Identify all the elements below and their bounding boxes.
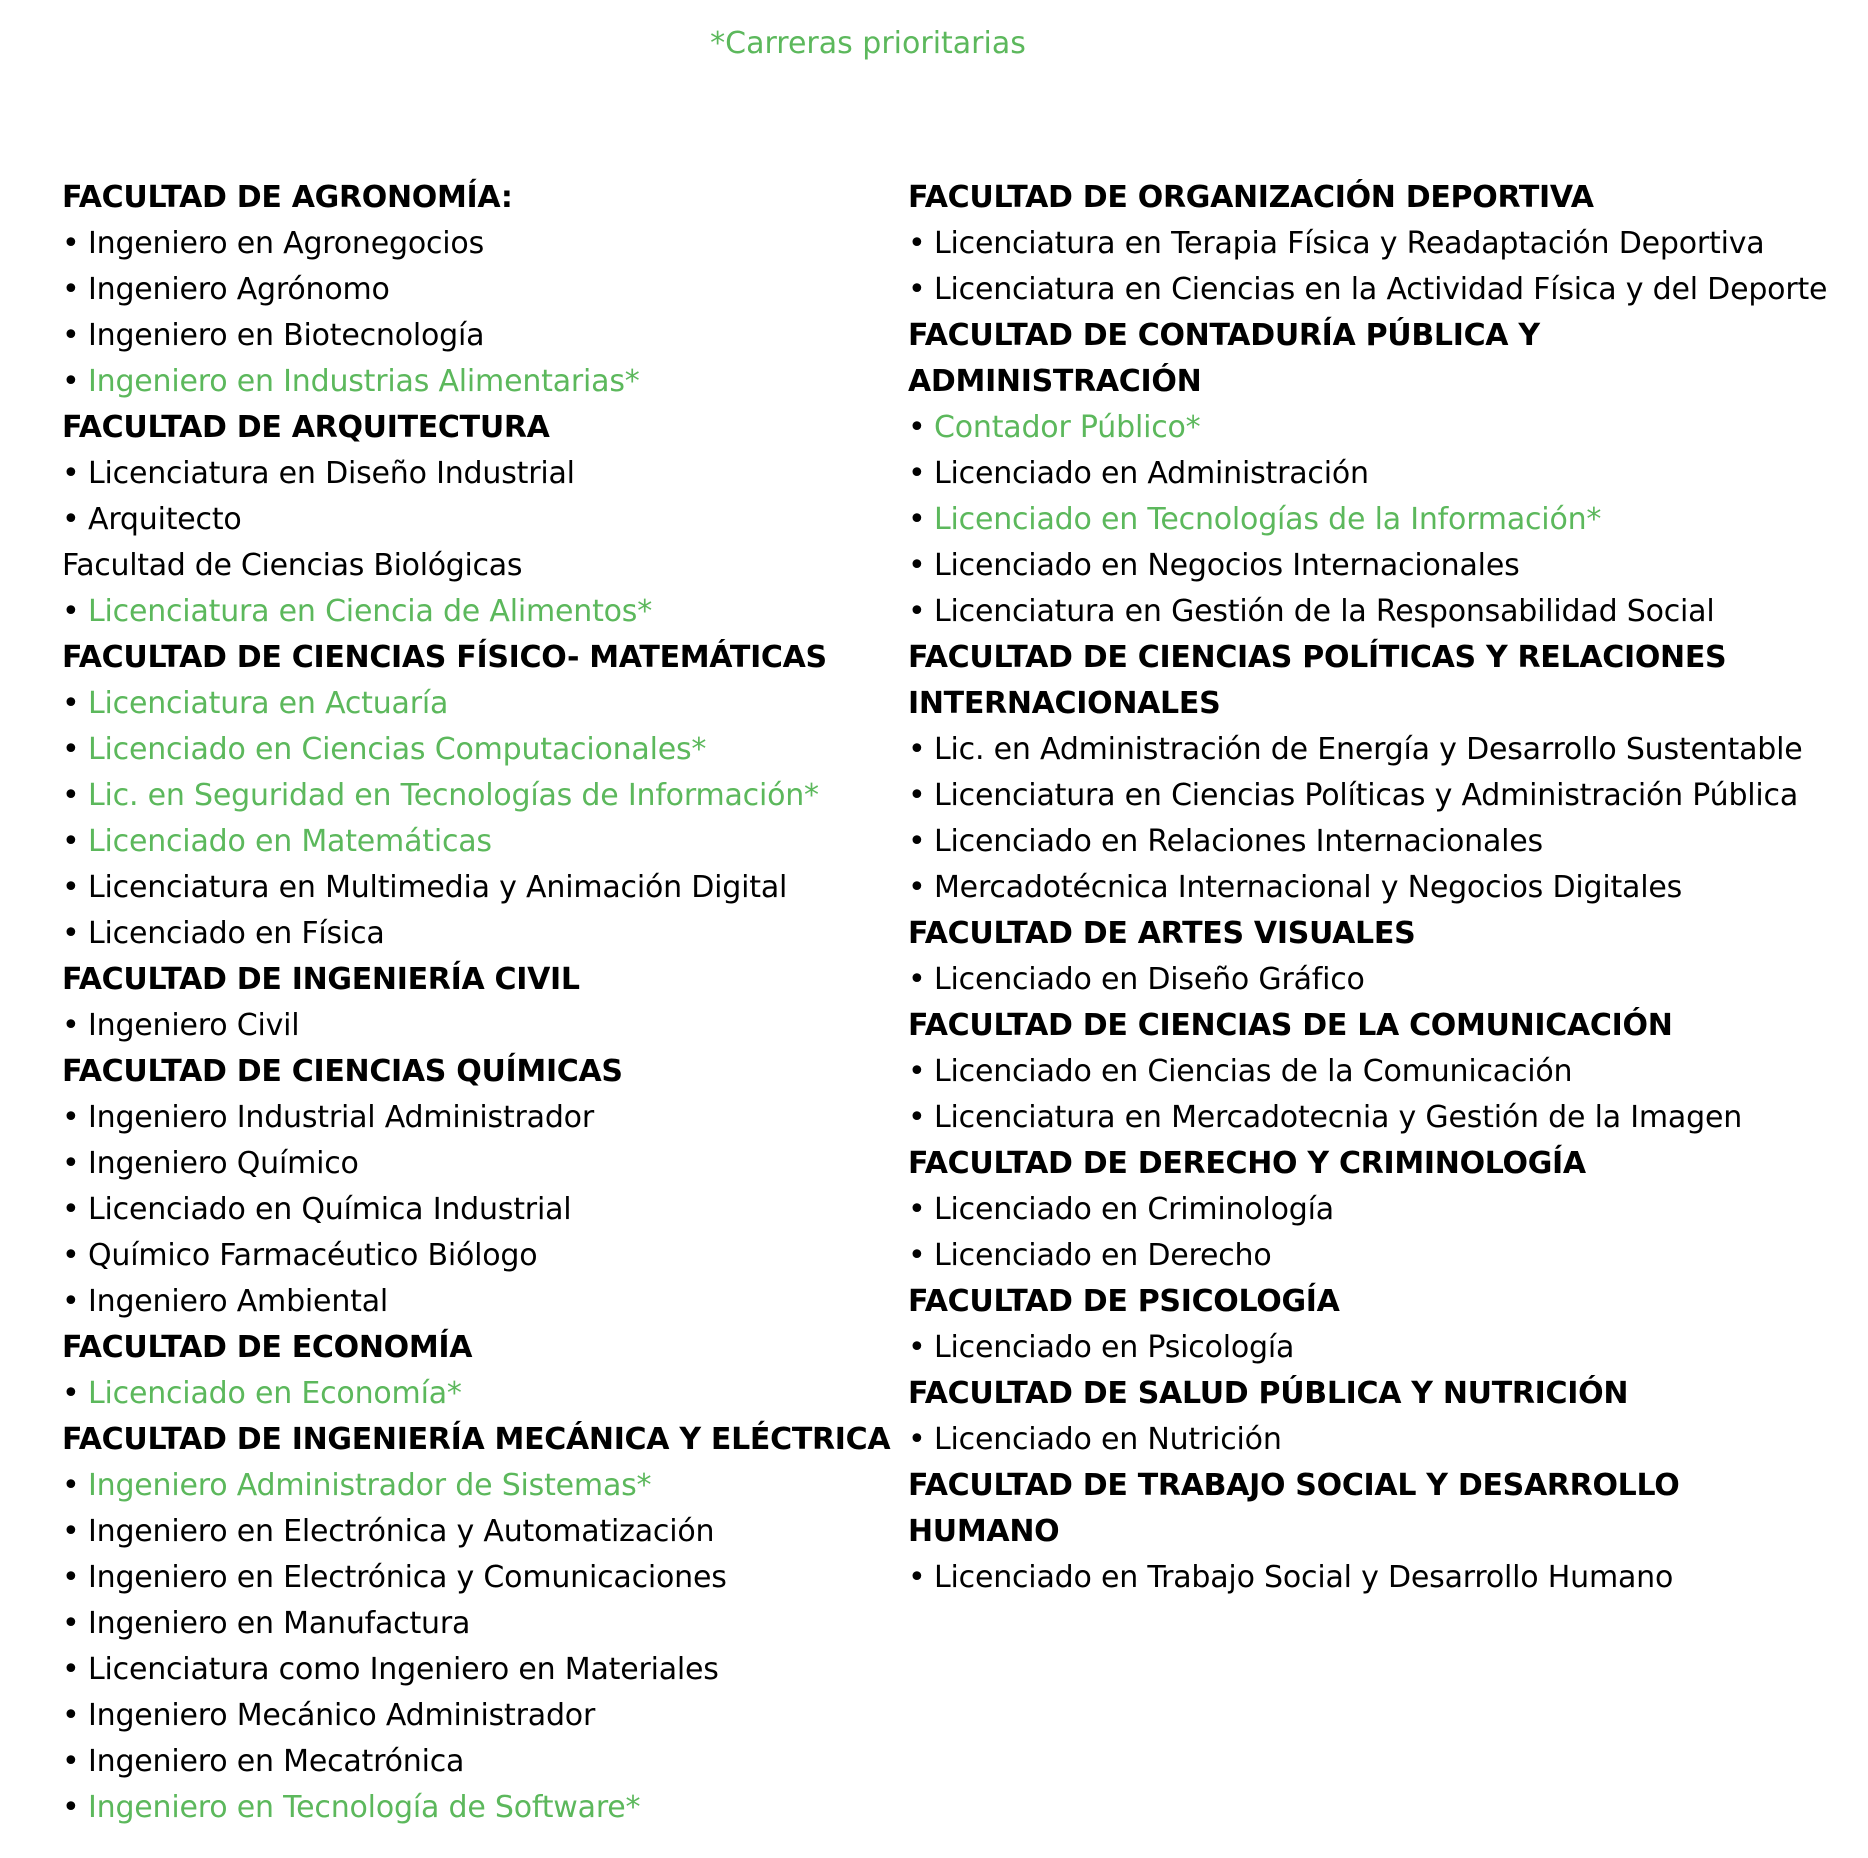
career-item: [908, 1049, 1838, 1095]
priority-career-item: [62, 589, 902, 635]
career-name: Licenciado en Negocios Internacionales: [934, 548, 1520, 583]
career-list: [908, 221, 1838, 313]
career-list: [62, 1095, 902, 1325]
faculty-heading: FACULTAD DE CONTADURÍA PÚBLICA Y ADMINISTRACIÓN: [908, 318, 1540, 399]
career-item: [62, 865, 902, 911]
career-list: [908, 957, 1838, 1003]
bullet-icon: •: [62, 1698, 80, 1733]
bullet-icon: •: [62, 1790, 80, 1825]
career-list: [62, 1371, 902, 1417]
priority-career-item: [908, 405, 1838, 451]
career-name: Licenciatura en Terapia Física y Readaptación Deportiva: [934, 226, 1765, 261]
career-name: Licenciado en Física: [88, 916, 385, 951]
career-name: Licenciado en Diseño Gráfico: [934, 962, 1365, 997]
faculty-section: [62, 1417, 902, 1831]
bullet-icon: •: [62, 1284, 80, 1319]
faculty-heading: FACULTAD DE SALUD PÚBLICA Y NUTRICIÓN: [908, 1376, 1629, 1411]
career-item: [62, 1233, 902, 1279]
career-name: Licenciatura en Ciencia de Alimentos*: [88, 594, 653, 629]
priority-career-item: [62, 1371, 902, 1417]
bullet-icon: •: [62, 1238, 80, 1273]
bullet-icon: •: [62, 456, 80, 491]
bullet-icon: •: [62, 1652, 80, 1687]
bullet-icon: •: [62, 1514, 80, 1549]
faculty-section: [908, 1141, 1838, 1279]
bullet-icon: •: [62, 318, 80, 353]
priority-career-item: [62, 359, 902, 405]
career-item: [908, 727, 1838, 773]
bullet-icon: •: [62, 686, 80, 721]
career-list: [62, 589, 902, 635]
career-name: Lic. en Seguridad en Tecnologías de Información*: [88, 778, 819, 813]
career-name: Licenciado en Matemáticas: [88, 824, 492, 859]
career-item: [62, 451, 902, 497]
career-name: Licenciado en Derecho: [934, 1238, 1272, 1273]
career-name: Licenciatura en Diseño Industrial: [88, 456, 575, 491]
career-name: Químico Farmacéutico Biólogo: [88, 1238, 538, 1273]
career-item: [908, 451, 1838, 497]
career-item: [62, 1693, 902, 1739]
career-item: [908, 1325, 1838, 1371]
bullet-icon: •: [62, 732, 80, 767]
career-item: [62, 1555, 902, 1601]
career-item: [908, 1187, 1838, 1233]
career-name: Licenciatura en Multimedia y Animación Digital: [88, 870, 788, 905]
career-list: [62, 681, 902, 957]
faculty-heading: FACULTAD DE INGENIERÍA CIVIL: [62, 962, 580, 997]
career-name: Licenciado en Psicología: [934, 1330, 1295, 1365]
career-name: Arquitecto: [88, 502, 242, 537]
faculty-heading: FACULTAD DE ECONOMÍA: [62, 1330, 473, 1365]
left-column: [62, 175, 902, 1831]
faculty-section: [908, 1279, 1838, 1371]
faculty-section: [62, 957, 902, 1049]
faculty-section: [62, 405, 902, 543]
career-name: Licenciado en Ciencias de la Comunicación: [934, 1054, 1573, 1089]
career-list: [908, 1555, 1838, 1601]
career-name: Ingeniero Industrial Administrador: [88, 1100, 594, 1135]
faculty-section: [62, 543, 902, 635]
career-name: Ingeniero Mecánico Administrador: [88, 1698, 596, 1733]
career-name: Licenciado en Economía*: [88, 1376, 462, 1411]
right-column: [908, 175, 1838, 1601]
bullet-icon: •: [908, 962, 926, 997]
faculty-section: [908, 1003, 1838, 1141]
career-item: [908, 589, 1838, 635]
career-item: [62, 1601, 902, 1647]
faculty-heading: FACULTAD DE CIENCIAS POLÍTICAS Y RELACIONES INTERNACIONALES: [908, 640, 1727, 721]
career-item: [62, 911, 902, 957]
career-list: [908, 727, 1838, 911]
career-list: [62, 221, 902, 405]
career-item: [908, 221, 1838, 267]
career-item: [62, 1647, 902, 1693]
faculty-heading: FACULTAD DE INGENIERÍA MECÁNICA Y ELÉCTRICA: [62, 1422, 891, 1457]
career-name: Licenciatura en Mercadotecnia y Gestión de la Imagen: [934, 1100, 1743, 1135]
career-name: Licenciatura en Gestión de la Responsabilidad Social: [934, 594, 1715, 629]
faculty-section: [62, 1049, 902, 1325]
faculty-section: [908, 1463, 1838, 1601]
career-name: Ingeniero en Biotecnología: [88, 318, 485, 353]
career-name: Licenciado en Nutrición: [934, 1422, 1282, 1457]
career-name: Lic. en Administración de Energía y Desarrollo Sustentable: [934, 732, 1803, 767]
career-name: Ingeniero Ambiental: [88, 1284, 389, 1319]
career-item: [62, 1279, 902, 1325]
career-list: [908, 1049, 1838, 1141]
bullet-icon: •: [62, 1560, 80, 1595]
priority-career-item: [62, 819, 902, 865]
career-item: [908, 773, 1838, 819]
career-name: Contador Público*: [934, 410, 1201, 445]
faculty-section: [908, 175, 1838, 313]
career-list: [908, 1417, 1838, 1463]
bullet-icon: •: [908, 226, 926, 261]
career-item: [62, 1509, 902, 1555]
bullet-icon: •: [908, 1054, 926, 1089]
career-list: [908, 1187, 1838, 1279]
priority-legend: *Carreras prioritarias: [710, 26, 1026, 61]
career-list: [62, 1463, 902, 1831]
career-item: [908, 957, 1838, 1003]
bullet-icon: •: [62, 1100, 80, 1135]
career-name: Ingeniero Químico: [88, 1146, 359, 1181]
career-item: [908, 1233, 1838, 1279]
faculty-heading: FACULTAD DE CIENCIAS DE LA COMUNICACIÓN: [908, 1008, 1673, 1043]
bullet-icon: •: [908, 456, 926, 491]
career-item: [908, 865, 1838, 911]
bullet-icon: •: [908, 1238, 926, 1273]
bullet-icon: •: [62, 916, 80, 951]
career-name: Licenciado en Química Industrial: [88, 1192, 572, 1227]
career-item: [62, 1187, 902, 1233]
career-list: [62, 451, 902, 543]
faculty-section: [908, 911, 1838, 1003]
faculty-heading: FACULTAD DE TRABAJO SOCIAL Y DESARROLLO HUMANO: [908, 1468, 1680, 1549]
career-name: Ingeniero en Tecnología de Software*: [88, 1790, 641, 1825]
faculty-section: [62, 175, 902, 405]
career-name: Licenciado en Tecnologías de la Información*: [934, 502, 1602, 537]
bullet-icon: •: [908, 1192, 926, 1227]
bullet-icon: •: [62, 502, 80, 537]
faculty-section: [908, 1371, 1838, 1463]
bullet-icon: •: [62, 226, 80, 261]
career-name: Ingeniero en Agronegocios: [88, 226, 485, 261]
bullet-icon: •: [62, 824, 80, 859]
bullet-icon: •: [62, 1008, 80, 1043]
career-item: [62, 221, 902, 267]
faculty-heading: FACULTAD DE DERECHO Y CRIMINOLOGÍA: [908, 1146, 1586, 1181]
bullet-icon: •: [908, 594, 926, 629]
career-name: Licenciado en Criminología: [934, 1192, 1334, 1227]
faculty-heading: Facultad de Ciencias Biológicas: [62, 548, 523, 583]
bullet-icon: •: [62, 594, 80, 629]
career-name: Ingeniero en Mecatrónica: [88, 1744, 465, 1779]
career-item: [908, 1095, 1838, 1141]
career-name: Ingeniero Agrónomo: [88, 272, 390, 307]
priority-career-item: [62, 773, 902, 819]
bullet-icon: •: [62, 272, 80, 307]
career-name: Licenciatura como Ingeniero en Materiales: [88, 1652, 719, 1687]
career-item: [62, 1095, 902, 1141]
priority-career-item: [62, 681, 902, 727]
bullet-icon: •: [62, 778, 80, 813]
career-item: [62, 1739, 902, 1785]
career-name: Licenciatura en Ciencias en la Actividad Física y del Deporte: [934, 272, 1828, 307]
bullet-icon: •: [908, 410, 926, 445]
faculty-section: [908, 635, 1838, 911]
priority-career-item: [62, 1785, 902, 1831]
faculty-heading: FACULTAD DE PSICOLOGÍA: [908, 1284, 1340, 1319]
career-name: Ingeniero en Electrónica y Comunicaciones: [88, 1560, 727, 1595]
career-item: [908, 819, 1838, 865]
career-item: [62, 313, 902, 359]
bullet-icon: •: [908, 548, 926, 583]
career-name: Licenciatura en Ciencias Políticas y Administración Pública: [934, 778, 1799, 813]
bullet-icon: •: [908, 1100, 926, 1135]
career-name: Licenciado en Trabajo Social y Desarrollo Humano: [934, 1560, 1674, 1595]
faculty-section: [908, 313, 1838, 635]
career-name: Licenciatura en Actuaría: [88, 686, 449, 721]
bullet-icon: •: [908, 1422, 926, 1457]
career-item: [908, 1555, 1838, 1601]
career-name: Ingeniero en Manufactura: [88, 1606, 471, 1641]
faculty-section: [62, 1325, 902, 1417]
bullet-icon: •: [908, 1330, 926, 1365]
bullet-icon: •: [62, 364, 80, 399]
career-item: [908, 267, 1838, 313]
career-name: Licenciado en Administración: [934, 456, 1369, 491]
faculty-section: [62, 635, 902, 957]
bullet-icon: •: [908, 870, 926, 905]
bullet-icon: •: [908, 1560, 926, 1595]
bullet-icon: •: [908, 272, 926, 307]
career-item: [62, 267, 902, 313]
bullet-icon: •: [62, 1606, 80, 1641]
career-name: Licenciado en Ciencias Computacionales*: [88, 732, 707, 767]
career-name: Licenciado en Relaciones Internacionales: [934, 824, 1543, 859]
bullet-icon: •: [908, 824, 926, 859]
bullet-icon: •: [908, 732, 926, 767]
priority-career-item: [908, 497, 1838, 543]
bullet-icon: •: [62, 1468, 80, 1503]
priority-career-item: [62, 1463, 902, 1509]
bullet-icon: •: [62, 1146, 80, 1181]
career-item: [62, 1003, 902, 1049]
career-list: [908, 405, 1838, 635]
career-name: Ingeniero Administrador de Sistemas*: [88, 1468, 652, 1503]
career-item: [62, 1141, 902, 1187]
bullet-icon: •: [908, 502, 926, 537]
career-item: [908, 543, 1838, 589]
priority-career-item: [62, 727, 902, 773]
career-name: Ingeniero Civil: [88, 1008, 300, 1043]
faculty-heading: FACULTAD DE AGRONOMÍA:: [62, 180, 513, 215]
bullet-icon: •: [62, 1744, 80, 1779]
career-name: Ingeniero en Industrias Alimentarias*: [88, 364, 640, 399]
faculty-heading: FACULTAD DE CIENCIAS QUÍMICAS: [62, 1054, 623, 1089]
career-item: [908, 1417, 1838, 1463]
bullet-icon: •: [62, 870, 80, 905]
career-list: [908, 1325, 1838, 1371]
career-name: Mercadotécnica Internacional y Negocios Digitales: [934, 870, 1683, 905]
faculty-heading: FACULTAD DE CIENCIAS FÍSICO- MATEMÁTICAS: [62, 640, 827, 675]
faculty-heading: FACULTAD DE ARTES VISUALES: [908, 916, 1416, 951]
bullet-icon: •: [62, 1376, 80, 1411]
bullet-icon: •: [908, 778, 926, 813]
faculty-heading: FACULTAD DE ORGANIZACIÓN DEPORTIVA: [908, 180, 1594, 215]
bullet-icon: •: [62, 1192, 80, 1227]
faculty-heading: FACULTAD DE ARQUITECTURA: [62, 410, 550, 445]
career-list: [62, 1003, 902, 1049]
career-name: Ingeniero en Electrónica y Automatización: [88, 1514, 715, 1549]
career-item: [62, 497, 902, 543]
